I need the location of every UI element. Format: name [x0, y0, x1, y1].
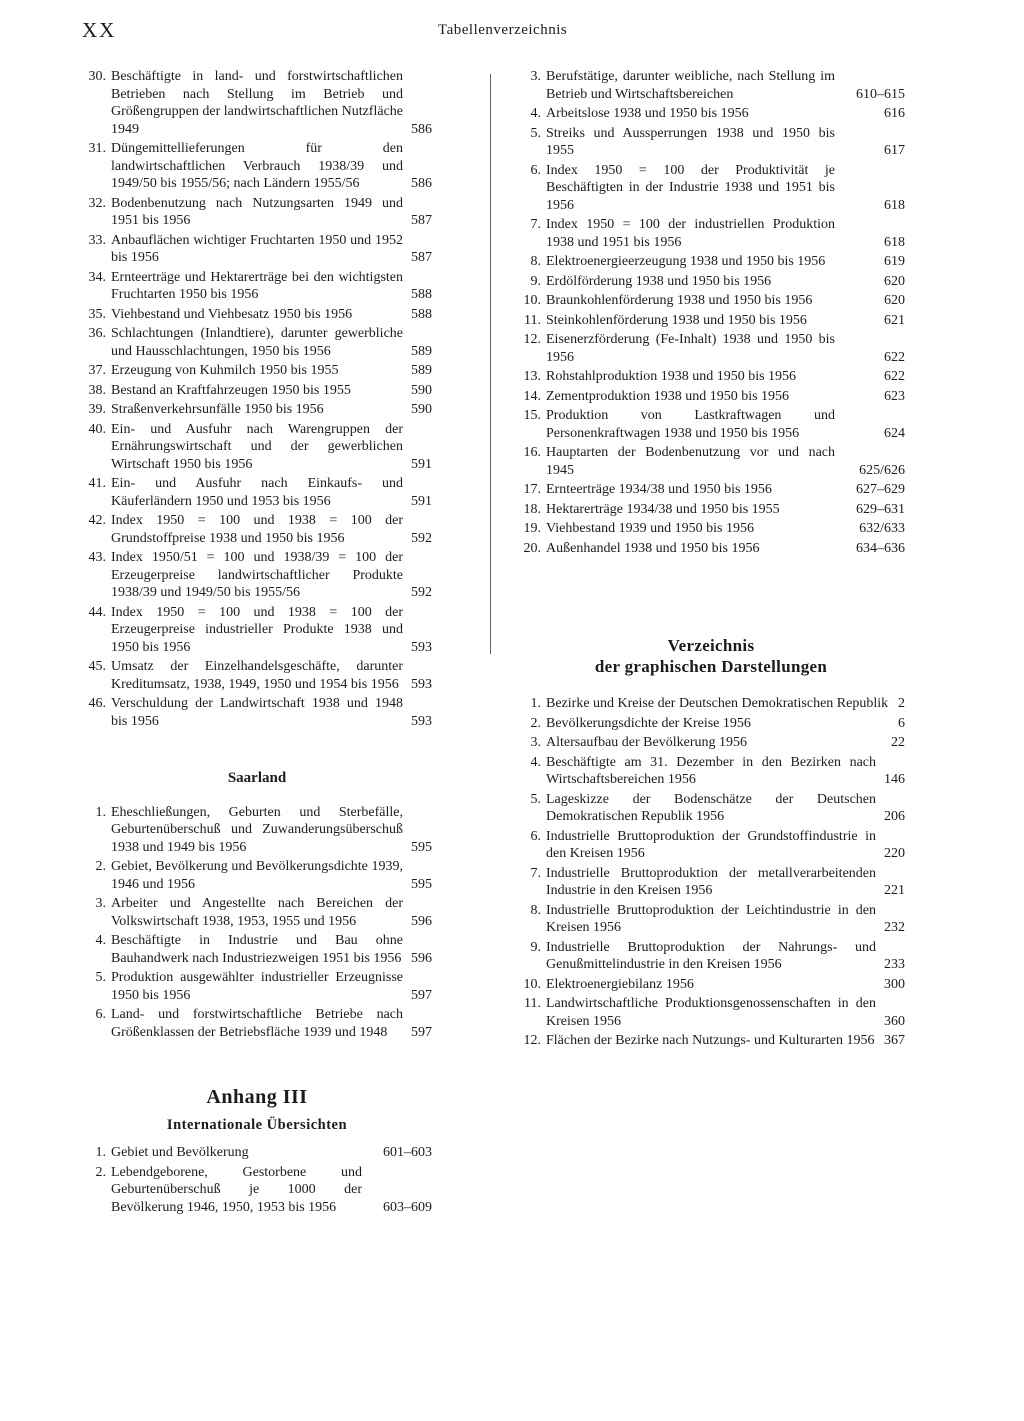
entry-body: [546, 105, 905, 123]
entry-title: Bezirke und Kreise der Deutschen Demokratischen Republik: [546, 696, 889, 711]
toc-entry: [517, 105, 905, 123]
toc-entry: [517, 312, 905, 330]
entry-page-number: 588: [411, 306, 432, 322]
entry-title: Lebendgeborene, Gestorbene und Geburtenüberschuß je 1000 der Bevölkerung 1946, 1950, 1953 bis 1956: [111, 1164, 362, 1215]
entry-title: Eheschließungen, Geburten und Sterbefälle, Geburtenüberschuß und Zuwanderungsüberschuß 1938 und 1949 bis 1956: [111, 804, 403, 855]
entry-number: 2.: [95, 1164, 106, 1180]
entry-page-number: 220: [884, 846, 905, 861]
toc-entry: [82, 658, 432, 693]
toc-entry: [82, 895, 432, 930]
entry-page-number: 592: [411, 530, 432, 546]
entry-number: 7.: [530, 217, 541, 232]
toc-entry: [517, 407, 905, 442]
entry-body: [111, 658, 432, 693]
entry-body: [546, 162, 905, 215]
entry-title: Viehbestand 1939 und 1950 bis 1956: [546, 521, 754, 536]
entry-number: 45.: [88, 659, 106, 674]
entry-page-number: 589: [411, 363, 432, 378]
entry-number: 41.: [88, 476, 106, 491]
entry-body: [111, 549, 432, 602]
toc-entry: [517, 695, 905, 713]
entry-body: [546, 865, 905, 900]
entry-title: Beschäftigte in land- und forstwirtschaftlichen Betrieben nach Stellung im Betrieb und Größengruppen der landwirtschaftlichen Nutzfläche 1949: [111, 69, 403, 137]
entry-title: Bestand an Kraftfahrzeugen 1950 bis 1955: [111, 382, 351, 398]
entry-page-number: 627–629: [856, 482, 905, 497]
entry-number: 44.: [88, 604, 106, 620]
entry-page-number: 233: [884, 957, 905, 972]
toc-entry: [82, 306, 432, 324]
toc-entry: [517, 292, 905, 310]
entry-body: [546, 312, 905, 330]
saarland-heading: Saarland: [227, 770, 287, 786]
entry-title: Erzeugung von Kuhmilch 1950 bis 1955: [111, 363, 339, 378]
entry-page-number: 596: [411, 913, 432, 929]
entry-page-number: 618: [884, 234, 905, 250]
entry-number: 11.: [524, 996, 541, 1011]
toc-entry: [517, 754, 905, 789]
entry-number: 4.: [530, 106, 541, 121]
entry-page-number: 588: [411, 287, 432, 302]
toc-entry: [517, 368, 905, 386]
entry-title: Anbauflächen wichtiger Fruchtarten 1950 und 1952 bis 1956: [111, 232, 403, 265]
entry-page-number: 616: [884, 106, 905, 121]
entry-page-number: 590: [411, 382, 432, 398]
toc-entry: [517, 540, 905, 558]
entry-number: 31.: [88, 141, 106, 156]
entry-number: 3.: [530, 69, 541, 84]
entry-page-number: 620: [884, 273, 905, 289]
entry-page-number: 619: [884, 254, 905, 269]
entry-title: Elektroenergiebilanz 1956: [546, 976, 694, 992]
entry-title: Altersaufbau der Bevölkerung 1956: [546, 735, 747, 750]
entry-number: 16.: [523, 445, 541, 460]
entry-page-number: 634–636: [856, 540, 905, 556]
entry-title: Flächen der Bezirke nach Nutzungs- und Kulturarten 1956: [546, 1033, 875, 1048]
toc-entry: [82, 804, 432, 857]
page-number: XX: [82, 18, 117, 42]
toc-entry: [517, 715, 905, 733]
toc-entry: [82, 362, 432, 380]
entry-title: Produktion von Lastkraftwagen und Personenkraftwagen 1938 und 1950 bis 1956: [546, 408, 835, 441]
entry-number: 32.: [88, 195, 106, 211]
entry-page-number: 593: [411, 639, 432, 655]
toc-entry: [82, 858, 432, 893]
entry-body: [546, 520, 905, 538]
entry-title: Gebiet und Bevölkerung: [111, 1145, 249, 1160]
entry-title: Industrielle Bruttoproduktion der Grundstoffindustrie in den Kreisen 1956: [546, 828, 876, 861]
entry-body: [546, 754, 905, 789]
entry-title: Außenhandel 1938 und 1950 bis 1956: [546, 540, 760, 556]
entry-body: [546, 734, 905, 752]
entry-number: 30.: [88, 69, 106, 84]
entry-title: Lageskizze der Bodenschätze der Deutschen Demokratischen Republik 1956: [546, 791, 876, 824]
entry-number: 5.: [95, 970, 106, 985]
entry-number: 38.: [88, 382, 106, 398]
entry-title: Index 1950/51 = 100 und 1938/39 = 100 der Erzeugerpreise landwirtschaftlicher Produkte 1938/39 und 1949/50 bis 1955/56: [111, 550, 403, 600]
toc-entry: [517, 734, 905, 752]
entry-title: Arbeitslose 1938 und 1950 bis 1956: [546, 106, 749, 121]
toc-entry: [517, 273, 905, 291]
entry-page-number: 593: [411, 676, 432, 692]
toc-entry: [82, 604, 432, 657]
entry-body: [111, 475, 432, 510]
entry-body: [111, 932, 432, 967]
entry-number: 43.: [88, 550, 106, 565]
entry-title: Index 1950 = 100 und 1938 = 100 der Erzeugerpreise industrieller Produkte 1938 und 1950 bis 1956: [111, 604, 403, 655]
entry-number: 11.: [524, 312, 541, 328]
entry-title: Braunkohlenförderung 1938 und 1950 bis 1956: [546, 293, 813, 308]
entry-title: Ernteerträge und Hektarerträge bei den wichtigsten Fruchtarten 1950 bis 1956: [111, 269, 403, 302]
entry-body: [111, 695, 432, 730]
running-title: Tabellenverzeichnis: [438, 22, 568, 38]
graphics-heading-line2: der graphischen Darstellungen: [594, 657, 828, 676]
anhang-heading: Anhang III: [206, 1086, 308, 1108]
toc-entry: [517, 481, 905, 499]
entry-body: [546, 939, 905, 974]
entry-page-number: 624: [884, 425, 905, 441]
entry-page-number: 621: [884, 312, 905, 328]
entry-number: 9.: [530, 939, 541, 955]
entry-number: 33.: [88, 232, 106, 248]
entry-page-number: 620: [884, 293, 905, 308]
entry-page-number: 586: [411, 176, 432, 191]
entry-number: 5.: [530, 791, 541, 807]
entry-title: Beschäftigte in Industrie und Bau ohne Bauhandwerk nach Industriezweigen 1951 bis 1956: [111, 933, 403, 966]
entry-body: [546, 715, 905, 733]
entry-number: 40.: [88, 421, 106, 437]
entry-number: 3.: [530, 735, 541, 750]
entry-number: 1.: [530, 696, 541, 711]
entry-page-number: 597: [411, 987, 432, 1003]
entry-body: [546, 68, 905, 103]
toc-entry: [82, 932, 432, 967]
entry-number: 1.: [95, 804, 106, 820]
entry-body: [111, 895, 432, 930]
entry-page-number: 622: [884, 369, 905, 384]
saarland-entry-list: [82, 804, 432, 1042]
entry-body: [546, 331, 905, 366]
entry-page-number: 591: [411, 456, 432, 472]
entry-body: [546, 292, 905, 310]
toc-entry: [82, 325, 432, 360]
toc-entry: [82, 1144, 432, 1162]
entry-page-number: 632/633: [859, 521, 905, 536]
entry-body: [111, 1164, 432, 1217]
entry-title: Industrielle Bruttoproduktion der Leichtindustrie in den Kreisen 1956: [546, 902, 876, 935]
entry-body: [111, 858, 432, 893]
entry-number: 3.: [95, 896, 106, 911]
toc-entry: [517, 125, 905, 160]
entry-number: 10.: [523, 293, 541, 308]
entry-number: 14.: [523, 388, 541, 404]
toc-entry: [82, 269, 432, 304]
entry-number: 6.: [530, 162, 541, 178]
toc-entry: [82, 401, 432, 419]
entry-page-number: 595: [411, 839, 432, 855]
entry-page-number: 6: [898, 715, 905, 731]
entry-number: 4.: [530, 754, 541, 770]
entry-body: [111, 362, 432, 380]
entry-title: Erdölförderung 1938 und 1950 bis 1956: [546, 273, 772, 289]
entry-number: 17.: [523, 482, 541, 497]
entry-body: [546, 388, 905, 406]
entry-body: [111, 604, 432, 657]
entry-body: [546, 273, 905, 291]
toc-entry: [82, 475, 432, 510]
toc-entry: [517, 791, 905, 826]
toc-entry: [517, 388, 905, 406]
entry-body: [111, 325, 432, 360]
entry-number: 6.: [95, 1007, 106, 1022]
toc-entry: [82, 695, 432, 730]
entry-page-number: 629–631: [856, 501, 905, 517]
toc-entry: [82, 1164, 432, 1217]
toc-entry: [517, 865, 905, 900]
right-entry-list: [517, 68, 905, 557]
entry-page-number: 232: [884, 920, 905, 935]
entry-title: Bevölkerungsdichte der Kreise 1956: [546, 715, 751, 731]
entry-page-number: 592: [411, 585, 432, 600]
entry-page-number: 146: [884, 772, 905, 787]
entry-title: Produktion ausgewählter industrieller Erzeugnisse 1950 bis 1956: [111, 970, 403, 1003]
entry-body: [111, 306, 432, 324]
entry-body: [111, 68, 432, 138]
entry-number: 13.: [523, 369, 541, 384]
entry-title: Rohstahlproduktion 1938 und 1950 bis 1956: [546, 369, 797, 384]
toc-entry: [82, 140, 432, 193]
entry-body: [111, 1144, 432, 1162]
entry-page-number: 590: [411, 402, 432, 417]
entry-title: Index 1950 = 100 und 1938 = 100 der Grundstoffpreise 1938 und 1950 bis 1956: [111, 513, 403, 546]
entry-body: [111, 1006, 432, 1041]
entry-body: [546, 976, 905, 994]
entry-number: 8.: [530, 254, 541, 269]
graphics-entry-list: [517, 695, 905, 1050]
right-column: [517, 68, 905, 1052]
entry-title: Elektroenergieerzeugung 1938 und 1950 bis 1956: [546, 254, 826, 269]
entry-page-number: 596: [411, 950, 432, 966]
entry-number: 4.: [95, 933, 106, 948]
toc-entry: [517, 162, 905, 215]
entry-page-number: 623: [884, 388, 905, 404]
entry-body: [111, 140, 432, 193]
toc-entry: [82, 549, 432, 602]
entry-title: Hektarerträge 1934/38 und 1950 bis 1955: [546, 501, 780, 517]
entry-body: [111, 804, 432, 857]
entry-number: 10.: [523, 976, 541, 992]
toc-entry: [517, 828, 905, 863]
toc-entry: [82, 232, 432, 267]
entry-number: 12.: [523, 332, 541, 347]
entry-number: 5.: [530, 125, 541, 141]
anhang-subheading: Internationale Übersichten: [166, 1116, 348, 1133]
toc-entry: [82, 195, 432, 230]
entry-body: [546, 253, 905, 271]
entry-page-number: 622: [884, 349, 905, 365]
entry-number: 46.: [88, 696, 106, 711]
entry-page-number: 617: [884, 143, 905, 158]
entry-number: 36.: [88, 326, 106, 341]
entry-body: [111, 421, 432, 474]
entry-page-number: 586: [411, 121, 432, 137]
entry-number: 9.: [530, 273, 541, 289]
entry-page-number: 593: [411, 713, 432, 729]
entry-body: [546, 791, 905, 826]
entry-title: Industrielle Bruttoproduktion der metallverarbeitenden Industrie in den Kreisen 1956: [546, 865, 876, 898]
entry-number: 35.: [88, 306, 106, 322]
entry-title: Düngemittellieferungen für den landwirtschaftlichen Verbrauch 1938/39 und 1949/50 bis 1955/56; nach Ländern 1955/56: [111, 141, 403, 191]
entry-number: 19.: [523, 521, 541, 536]
entry-page-number: 610–615: [856, 86, 905, 102]
entry-number: 7.: [530, 865, 541, 881]
entry-title: Straßenverkehrsunfälle 1950 bis 1956: [111, 402, 324, 417]
entry-title: Industrielle Bruttoproduktion der Nahrungs- und Genußmittelindustrie in den Kreisen 1956: [546, 939, 876, 972]
entry-title: Zementproduktion 1938 und 1950 bis 1956: [546, 388, 790, 404]
entry-page-number: 603–609: [383, 1199, 432, 1215]
graphics-heading: [517, 635, 905, 677]
entry-page-number: 360: [884, 1013, 905, 1029]
toc-entry: [517, 68, 905, 103]
entry-page-number: 618: [884, 197, 905, 213]
entry-title: Umsatz der Einzelhandelsgeschäfte, darunter Kreditumsatz, 1938, 1949, 1950 und 1954 bis 1956: [111, 659, 403, 692]
entry-page-number: 587: [411, 213, 432, 228]
entry-title: Ein- und Ausfuhr nach Warengruppen der Ernährungswirtschaft und der gewerblichen Wirtschaft 1950 bis 1956: [111, 421, 403, 472]
left-entry-list: [82, 68, 432, 730]
entry-number: 12.: [523, 1033, 541, 1048]
toc-entry: [82, 1006, 432, 1041]
entry-page-number: 601–603: [383, 1145, 432, 1160]
toc-entry: [82, 969, 432, 1004]
entry-title: Beschäftigte am 31. Dezember in den Bezirken nach Wirtschaftsbereichen 1956: [546, 754, 876, 787]
entry-number: 42.: [88, 513, 106, 528]
toc-entry: [82, 382, 432, 400]
entry-page-number: 300: [884, 976, 905, 992]
entry-title: Viehbestand und Viehbesatz 1950 bis 1956: [111, 306, 353, 322]
entry-title: Bodenbenutzung nach Nutzungsarten 1949 und 1951 bis 1956: [111, 195, 403, 228]
entry-title: Arbeiter und Angestellte nach Bereichen der Volkswirtschaft 1938, 1953, 1955 und 1956: [111, 896, 403, 929]
toc-entry: [517, 902, 905, 937]
entry-title: Streiks und Aussperrungen 1938 und 1950 bis 1955: [546, 125, 835, 158]
toc-entry: [82, 68, 432, 138]
entry-body: [546, 216, 905, 251]
entry-number: 39.: [88, 402, 106, 417]
entry-body: [111, 401, 432, 419]
toc-entry: [517, 501, 905, 519]
entry-title: Berufstätige, darunter weibliche, nach Stellung im Betrieb und Wirtschaftsbereichen: [546, 69, 835, 102]
column-divider: [490, 74, 491, 654]
entry-title: Schlachtungen (Inlandtiere), darunter gewerbliche und Hausschlachtungen, 1950 bis 1956: [111, 326, 403, 359]
toc-entry: [517, 216, 905, 251]
entry-page-number: 591: [411, 493, 432, 509]
entry-title: Hauptarten der Bodenbenutzung vor und nach 1945: [546, 445, 835, 478]
left-column: [82, 68, 432, 1218]
entry-body: [546, 828, 905, 863]
entry-body: [111, 269, 432, 304]
toc-entry: [517, 995, 905, 1030]
entry-title: Index 1950 = 100 der industriellen Produktion 1938 und 1951 bis 1956: [546, 217, 835, 250]
entry-body: [546, 501, 905, 519]
entry-page-number: 597: [411, 1024, 432, 1040]
entry-title: Landwirtschaftliche Produktionsgenossenschaften in den Kreisen 1956: [546, 996, 876, 1029]
entry-body: [111, 195, 432, 230]
entry-number: 20.: [523, 540, 541, 556]
toc-entry: [517, 976, 905, 994]
entry-number: 8.: [530, 902, 541, 918]
entry-body: [546, 695, 905, 713]
entry-page-number: 589: [411, 343, 432, 359]
entry-body: [546, 995, 905, 1030]
anhang-entry-list: [82, 1144, 432, 1216]
entry-body: [111, 969, 432, 1004]
entry-number: 1.: [95, 1145, 106, 1160]
entry-number: 15.: [523, 408, 541, 423]
toc-entry: [517, 331, 905, 366]
graphics-heading-line1: Verzeichnis: [667, 636, 755, 655]
entry-body: [546, 540, 905, 558]
toc-entry: [517, 444, 905, 479]
entry-page-number: 221: [884, 883, 905, 898]
entry-title: Land- und forstwirtschaftliche Betriebe nach Größenklassen der Betriebsfläche 1939 und 1948: [111, 1007, 403, 1040]
entry-number: 37.: [88, 363, 106, 378]
entry-title: Gebiet, Bevölkerung und Bevölkerungsdichte 1939, 1946 und 1956: [111, 859, 403, 892]
entry-number: 18.: [523, 501, 541, 517]
entry-number: 2.: [530, 715, 541, 731]
entry-body: [546, 444, 905, 479]
entry-page-number: 587: [411, 250, 432, 265]
entry-body: [546, 125, 905, 160]
entry-title: Ein- und Ausfuhr nach Einkaufs- und Käuferländern 1950 und 1953 bis 1956: [111, 476, 403, 509]
entry-page-number: 206: [884, 809, 905, 824]
entry-body: [546, 481, 905, 499]
entry-title: Verschuldung der Landwirtschaft 1938 und 1948 bis 1956: [111, 696, 403, 729]
entry-page-number: 367: [884, 1033, 905, 1048]
entry-body: [111, 382, 432, 400]
toc-entry: [517, 253, 905, 271]
entry-title: Steinkohlenförderung 1938 und 1950 bis 1956: [546, 312, 807, 328]
entry-number: 2.: [95, 859, 106, 874]
entry-title: Ernteerträge 1934/38 und 1950 bis 1956: [546, 482, 772, 497]
toc-entry: [517, 520, 905, 538]
entry-page-number: 2: [898, 696, 905, 711]
entry-page-number: 22: [891, 735, 905, 750]
entry-body: [546, 1032, 905, 1050]
entry-page-number: 625/626: [859, 462, 905, 478]
entry-body: [546, 407, 905, 442]
entry-number: 6.: [530, 828, 541, 844]
toc-entry: [82, 512, 432, 547]
toc-entry: [517, 939, 905, 974]
entry-body: [546, 368, 905, 386]
toc-entry: [517, 1032, 905, 1050]
entry-body: [111, 512, 432, 547]
entry-body: [546, 902, 905, 937]
toc-entry: [82, 421, 432, 474]
entry-page-number: 595: [411, 876, 432, 892]
entry-title: Eisenerzförderung (Fe-Inhalt) 1938 und 1950 bis 1956: [546, 332, 835, 365]
entry-number: 34.: [88, 269, 106, 285]
entry-title: Index 1950 = 100 der Produktivität je Beschäftigten in der Industrie 1938 und 1951 bis 1956: [546, 162, 835, 213]
entry-body: [111, 232, 432, 267]
